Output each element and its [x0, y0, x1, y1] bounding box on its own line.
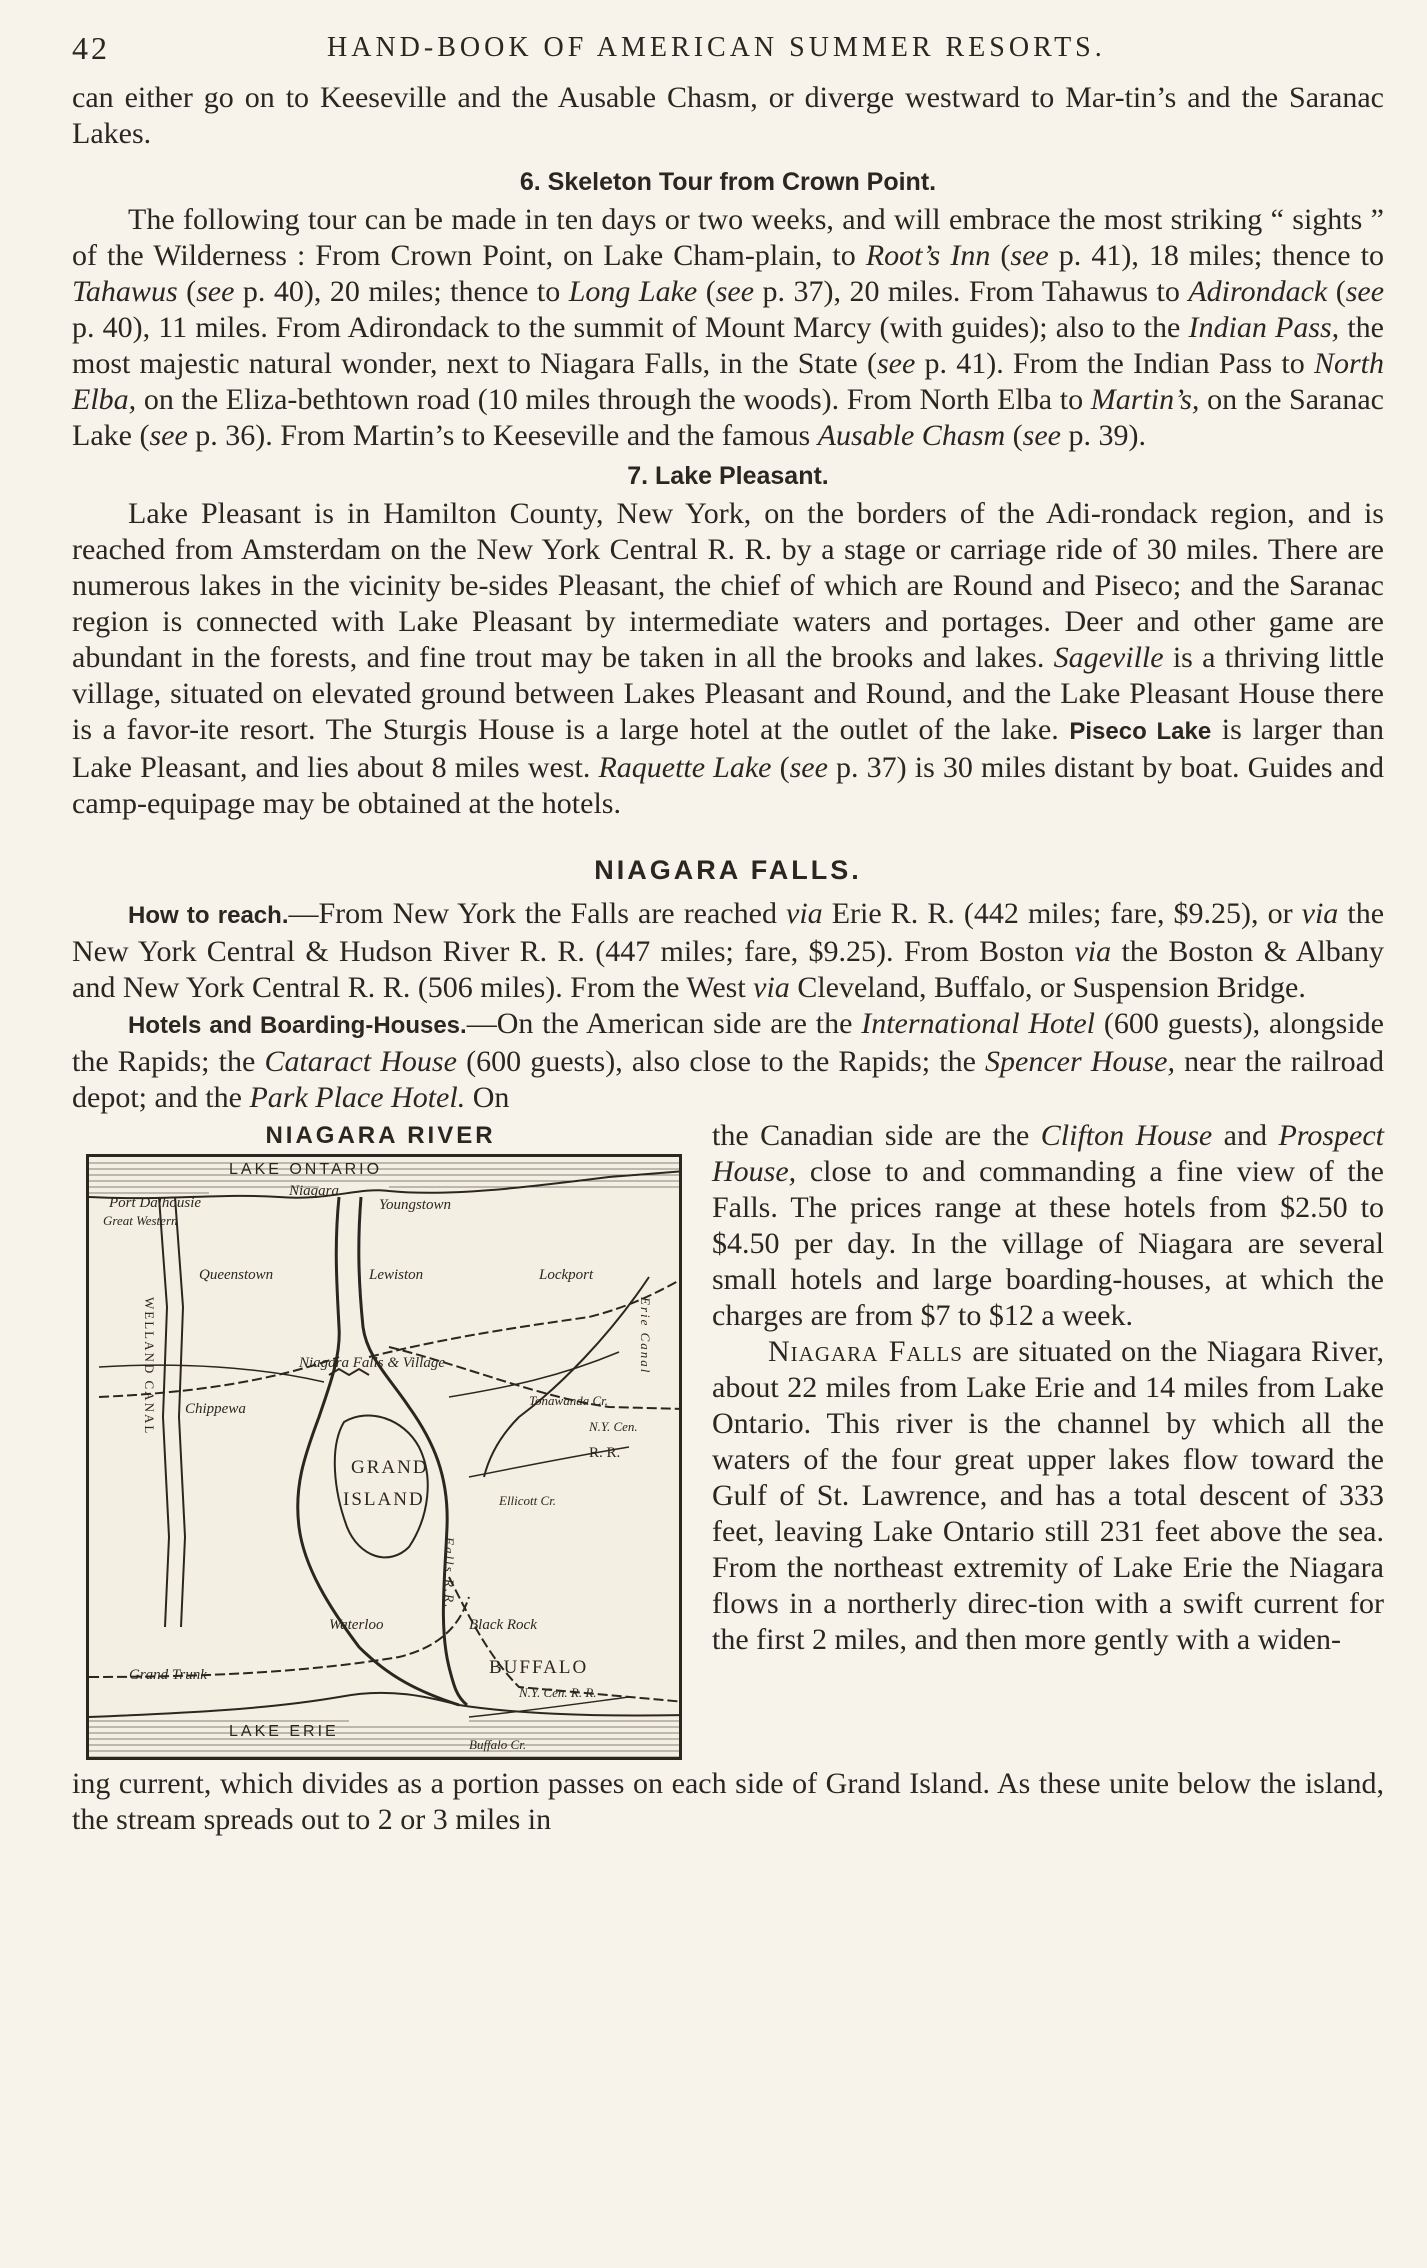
- running-title: HAND-BOOK OF AMERICAN SUMMER RESORTS.: [327, 32, 1106, 63]
- lockport-railroad: [369, 1277, 682, 1357]
- side-paragraph-falls: Niagara Falls are situated on the Niagara River, about 22 miles from Lake Erie and 14 miles from Lake Ontario. This river is the channel by which all the waters of the four great upper lakes flow toward the Gulf of St. Lawrence, and has a total descent of 333 feet, leaving Lake Ontario still 231 feet above the sea. From the northeast extremity of Lake Erie the Niagara flows in a northerly direc-tion with a swift current for the first 2 miles, and then more gently with a widen-: [712, 1335, 1385, 1656]
- map-label-welland-canal: WELLAND CANAL: [142, 1297, 157, 1436]
- intro-paragraph: can either go on to Keeseville and the Ausable Chasm, or diverge westward to Mar-tin’s and the Saranac Lakes.: [72, 81, 1384, 150]
- map-label-lewiston: Lewiston: [369, 1267, 424, 1283]
- tonawanda-creek: [449, 1352, 619, 1397]
- map-label-lockport: Lockport: [539, 1267, 594, 1283]
- page-number: 42: [72, 30, 110, 66]
- map-label-erie-canal: Erie Canal: [638, 1297, 653, 1375]
- page: [72, 30, 1384, 1838]
- section-heading-lake-pleasant: 7. Lake Pleasant.: [627, 462, 829, 490]
- map-label-grand-trunk: Grand Trunk: [129, 1667, 207, 1683]
- map-label-youngstown: Youngstown: [379, 1197, 451, 1213]
- map-label-great-western: Great Western: [103, 1213, 178, 1228]
- map-label-niagara: Niagara: [289, 1183, 340, 1199]
- map-label-tonawanda-cr: Tonawanda Cr.: [529, 1393, 608, 1408]
- skeleton-tour-paragraph: The following tour can be made in ten days or two weeks, and will embrace the most striking “ sights ” of the Wilderness : From Crown Point, on Lake Cham-plain, to Root’s Inn (see p. 41), 18 miles; thence to Tahawus (see p. 40), 20 miles; thence to Long Lake (see p. 37), 20 miles. From Tahawus to Adirondack (see p. 40), 11 miles. From Adirondack to the summit of Mount Marcy (with guides); also to the Indian Pass, the most majestic natural wonder, next to Niagara Falls, in the State (see p. 41). From the Indian Pass to North Elba, on the Eliza-bethtown road (10 miles through the woods). From North Elba to Martin’s, on the Saranac Lake (see p. 36). From Martin’s to Keeseville and the famous Ausable Chasm (see p. 39).: [72, 203, 1385, 452]
- map-label-niagara-falls-village: Niagara Falls & Village: [299, 1355, 445, 1371]
- map-label-chippewa: Chippewa: [185, 1401, 246, 1417]
- grand-island-outline: [335, 1415, 428, 1557]
- map-label-buffalo-cr: Buffalo Cr.: [469, 1737, 527, 1752]
- lake-erie-hatching: [89, 1721, 682, 1757]
- map-label-falls-rr: Falls R.R.: [442, 1537, 457, 1610]
- closing-paragraph: ing current, which divides as a portion passes on each side of Grand Island. As these unite below the island, the stream spreads out to 2 or 3 miles in: [72, 1767, 1384, 1836]
- section-heading-skeleton-tour: 6. Skeleton Tour from Crown Point.: [519, 168, 937, 196]
- map-label-waterloo: Waterloo: [329, 1617, 384, 1633]
- running-head: [72, 30, 1384, 74]
- map-label-queenstown: Queenstown: [199, 1267, 274, 1283]
- map-label-grand: GRAND: [351, 1457, 429, 1478]
- map-label-port-dalhousie: Port Dalhousie: [109, 1195, 202, 1211]
- chapter-heading-niagara-falls: NIAGARA FALLS.: [594, 855, 862, 885]
- grand-trunk-railroad: [89, 1597, 469, 1677]
- how-to-reach-paragraph: How to reach.—From New York the Falls are reached via Erie R. R. (442 miles; fare, $9.25), or via the New York Central & Hudson River R. R. (447 miles; fare, $9.25). From Boston via the Boston & Albany and New York Central R. R. (506 miles). From the West via Cleveland, Buffalo, or Suspension Bridge.: [72, 897, 1385, 1004]
- map-label-ellicott-cr: Ellicott Cr.: [499, 1493, 557, 1508]
- side-paragraph-hotels: the Canadian side are the Clifton House and Prospect House, close to and commanding a fine view of the Falls. The prices range at these hotels from $2.50 to $4.50 per day. In the village of Niagara are several small hotels and large boarding-houses, at which the charges are from $7 to $12 a week.: [712, 1119, 1384, 1332]
- map-title: NIAGARA RIVER: [265, 1122, 496, 1149]
- niagara-river-map: [72, 1118, 689, 1766]
- map-and-text-block: [72, 1118, 1384, 1766]
- map-label-lake-erie: LAKE ERIE: [229, 1723, 339, 1740]
- map-label-buffalo: BUFFALO: [489, 1657, 589, 1678]
- buffalo-railroad: [449, 1577, 682, 1702]
- map-label-ny-cen: N.Y. Cen.: [589, 1419, 638, 1434]
- welland-canal: [159, 1197, 169, 1627]
- hotels-paragraph: Hotels and Boarding-Houses.—On the American side are the International Hotel (600 guests), alongside the Rapids; the Cataract House (600 guests), also close to the Rapids; the Spencer House, near the railroad depot; and the Park Place Hotel. On: [72, 1007, 1384, 1114]
- map-frame: [86, 1154, 682, 1760]
- chippewa-creek: [99, 1365, 324, 1382]
- map-label-rr: R. R.: [589, 1445, 621, 1461]
- map-label-lake-ontario: LAKE ONTARIO: [229, 1161, 383, 1178]
- lake-pleasant-paragraph: Lake Pleasant is in Hamilton County, New York, on the borders of the Adi-rondack region, and is reached from Amsterdam on the New York Central R. R. by a stage or carriage ride of 30 miles. There are numerous lakes in the vicinity be-sides Pleasant, the chief of which are Round and Piseco; and the Saranac region is connected with Lake Pleasant by intermediate waters and portages. Deer and other game are abundant in the forests, and fine trout may be taken in all the brooks and lakes. Sageville is a thriving little village, situated on elevated ground between Lakes Pleasant and Round, and the Lake Pleasant House there is a favor-ite resort. The Sturgis House is a large hotel at the outlet of the lake. Piseco Lake is larger than Lake Pleasant, and lies about 8 miles west. Raquette Lake (see p. 37) is 30 miles distant by boat. Guides and camp-equipage may be obtained at the hotels.: [72, 497, 1385, 820]
- map-label-black-rock: Black Rock: [469, 1617, 537, 1633]
- side-column-text: [712, 1118, 1384, 1658]
- map-label-ny-cen-rr: N.Y. Cen. R. R.: [519, 1685, 597, 1700]
- map-label-island: ISLAND: [343, 1489, 425, 1510]
